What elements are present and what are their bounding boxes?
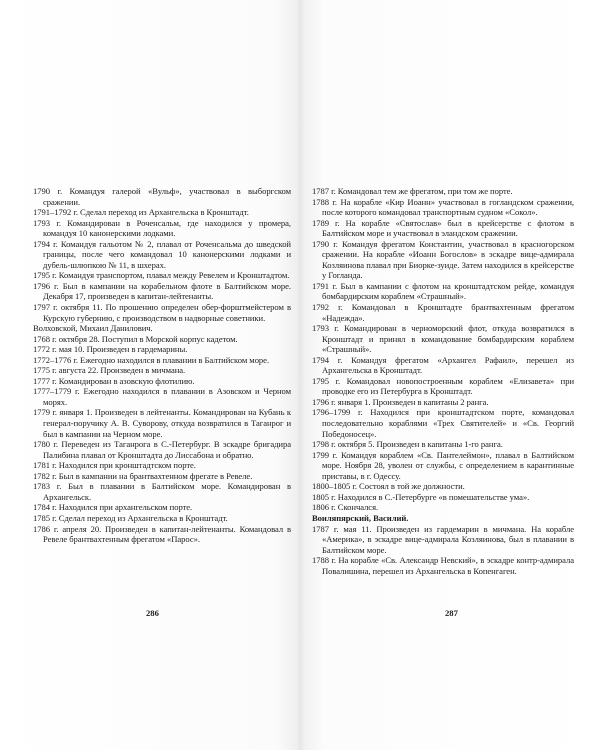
chronicle-entry: 1793 г. Командирован в черноморский флот, откуда возвратился в Кронштадт и принял в командование бомбардирским кораблем «Страшный».: [312, 323, 574, 355]
chronicle-entry: 1782 г. Был в кампании на брантвахтенном фрегате в Ревеле.: [33, 470, 253, 481]
chronicle-entry: 1798 г. октября 5. Произведен в капитаны 1-го ранга.: [312, 439, 503, 450]
chronicle-entry: 1788 г. На корабле «Св. Александр Невский», в эскадре контр-адмирала Повалишина, перешел из Архангельска в Копенгаген.: [312, 555, 574, 576]
chronicle-entry: 1790 г. Командуя галерой «Вульф», участвовал в выборгском сражении.: [33, 186, 291, 207]
chronicle-entry: 1805 г. Находился в С.-Петербурге «в помешательстве ума».: [312, 491, 530, 502]
chronicle-entry: 1787 г. Командовал тем же фрегатом, при том же порте.: [312, 186, 513, 196]
chronicle-entry: 1795 г. Командуя транспортом, плавал между Ревелем и Кронштадтом.: [33, 270, 290, 281]
chronicle-entry: 1781 г. Находился при кронштадтском порте.: [33, 460, 196, 471]
chronicle-entry: 1793 г. Командирован в Роченсальм, где находился у промера, командуя 10 канонерскими лодками.: [33, 217, 291, 239]
chronicle-entry: 1785 г. Сделал переход из Архангельска в Кронштадт.: [33, 512, 228, 523]
chronicle-entry: 1780 г. Переведен из Таганрога в С.-Петербург. В эскадре бригадира Палибина плавал от Кронштадта до Лиссабона и обратно.: [33, 439, 291, 460]
chronicle-entry: 1787 г. мая 11. Произведен из гардемарин в мичмана. На корабле «Америка», в эскадре вице-адмирала Козляинова, был в плавании в Балтийском море.: [312, 523, 574, 555]
chronicle-entry: 1791 г. Был в кампании с флотом на кронштадтском рейде, командуя бомбардирским кораблем «Страшный».: [312, 280, 574, 302]
chronicle-entry: 1790 г. Командуя фрегатом Константин, участвовал в красногорском сражении. На корабле «Иоанн Богослов» в эскадре вице-адмирала Козляинова плавал при Биорке-зуиде. Затем находился в крейсерстве у Гогланда.: [312, 238, 574, 281]
chronicle-entry: 1796 г. Был в кампании на корабельном флоте в Балтийском море. Декабря 17, произведен в капитан-лейтенанты.: [33, 280, 291, 302]
chronicle-entry: 1777 г. Командирован в азовскую флотилию.: [33, 375, 195, 386]
chronicle-entry: 1772–1776 г. Ежегодно находился в плавании в Балтийском море.: [33, 354, 270, 365]
chronicle-entry: 1796 г. января 1. Произведен в капитаны 2 ранга.: [312, 396, 489, 407]
person-name: Воиляпярский, Василий.: [312, 512, 409, 523]
chronicle-entry: 1783 г. Был в плавании в Балтийском море. Командирован в Архангельск.: [33, 481, 291, 502]
chronicle-entry: 1788 г. На корабле «Кир Иоанн» участвовал в гогландском сражении, после которого командовал транспортным судном «Сокол».: [312, 196, 574, 218]
chronicle-entry: 1800–1805 г. Состоял в той же должности.: [312, 481, 465, 492]
left-page: [33, 186, 291, 545]
person-name: Волховской, Михаил Данилович.: [33, 323, 153, 334]
chronicle-entry: 1794 г. Командуя гальотом № 2, плавал от Роченсальма до шведской границы, после чего командовал 10 канонерскими лодками и дубель-шлюпкою № 11, в шхерах.: [33, 238, 291, 270]
left-page-number: 286: [146, 608, 159, 618]
chronicle-entry: 1792 г. Командовал в Кронштадте брантвахтенным фрегатом «Надежда».: [312, 302, 574, 323]
chronicle-entry: 1806 г. Скончался.: [312, 502, 379, 513]
chronicle-entry: 1789 г. На корабле «Святослав» был в крейсерстве с флотом в Балтийском море и участвовал в эландском сражении.: [312, 217, 574, 239]
right-page: [312, 186, 574, 576]
chronicle-entry: 1784 г. Находился при архангельском порте.: [33, 502, 193, 513]
chronicle-entry: 1772 г. мая 10. Произведен в гардемарины.: [33, 344, 188, 355]
chronicle-entry: 1791–1792 г. Сделал переход из Архангельска в Кронштадт.: [33, 207, 249, 218]
chronicle-entry: 1779 г. января 1. Произведен в лейтенанты. Командирован на Кубань к генерал-поручику А. В. Суворову, откуда возвратился в Таганрог и был в кампании на Черном море.: [33, 407, 291, 439]
chronicle-entry: 1786 г. апреля 20. Произведен в капитан-лейтенанты. Командовал в Ревеле брантвахтенным фрегатом «Парос».: [33, 523, 291, 545]
chronicle-entry: 1777–1779 г. Ежегодно находился в плавании в Азовском и Черном морях.: [33, 386, 291, 407]
chronicle-entry: 1775 г. августа 22. Произведен в мичмана.: [33, 365, 186, 376]
chronicle-entry: 1797 г. октября 11. По прошению определен обер-форштмейстером в Курскую губернию, с производством в надворные советники.: [33, 302, 291, 323]
right-page-number: 287: [445, 608, 458, 618]
chronicle-entry: 1768 г. октября 28. Поступил в Морской корпус кадетом.: [33, 333, 238, 344]
chronicle-entry: 1796–1799 г. Находился при кронштадтском порте, командовал последовательно кораблями «Трех Святителей» и «Св. Георгий Победоносец».: [312, 407, 574, 439]
chronicle-entry: 1794 г. Командуя фрегатом «Архангел Рафаил», перешел из Архангельска в Кронштадт.: [312, 354, 574, 376]
chronicle-entry: 1795 г. Командовал новопостроенным кораблем «Елизавета» при проводке его из Петербурга в Кронштадт.: [312, 375, 574, 397]
chronicle-entry: 1799 г. Командуя кораблем «Св. Пантелеймон», плавал в Балтийском море. Ноября 28, уволен от службы, с определением в карантинные приставы, в г. Одессу.: [312, 449, 574, 481]
